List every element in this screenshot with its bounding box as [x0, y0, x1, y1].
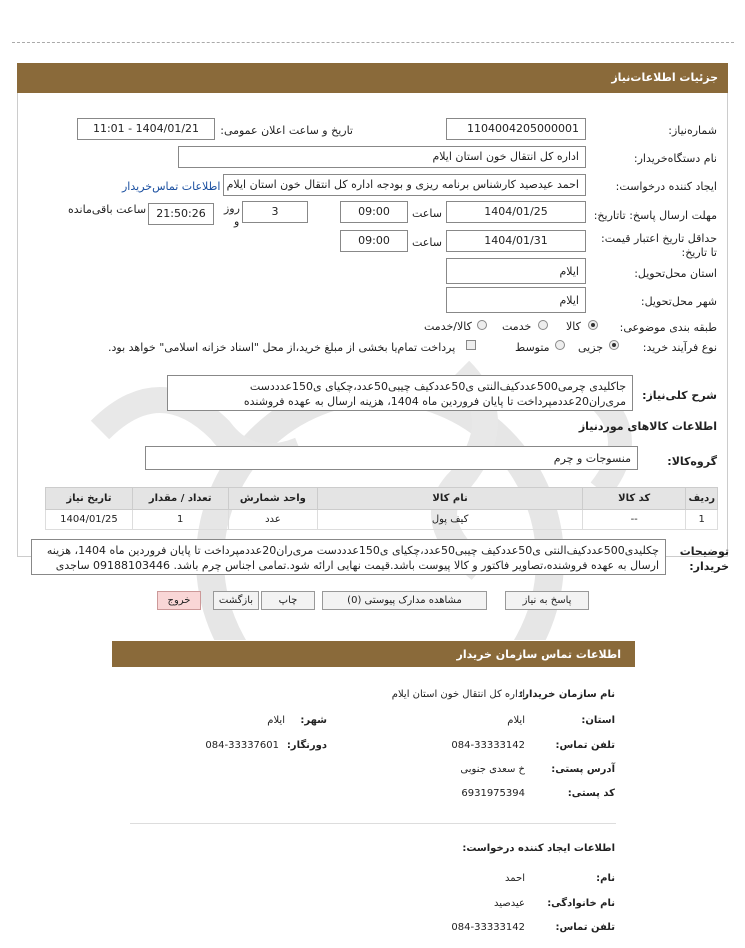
table-row[interactable]	[46, 510, 718, 530]
contact-province-value: ایلام	[507, 715, 525, 726]
buyer-org-field[interactable]: اداره کل انتقال خون استان ایلام	[178, 146, 586, 168]
exit-button[interactable]: خروج	[157, 591, 201, 610]
contact-postal-label: کد پستی:	[567, 788, 615, 799]
validity-time-label: ساعت	[412, 236, 442, 249]
creator-field[interactable]: احمد عیدصید کارشناس برنامه ریزی و بودجه اداره کل انتقال خون استان ایلام	[223, 174, 586, 196]
contact-city-label: شهر:	[300, 715, 327, 726]
process-label: نوع فرآیند خرید:	[642, 341, 717, 354]
contact-org-label: نام سازمان خریدار:	[519, 689, 615, 700]
requester-phone-label: تلفن تماس:	[555, 922, 615, 933]
cell-date: 1404/01/25	[46, 510, 133, 530]
contact-phone-label: تلفن تماس:	[555, 740, 615, 751]
col-header-code: کد کالا	[582, 488, 686, 510]
need-number-field[interactable]: 1104004205000001	[446, 118, 586, 140]
cell-qty: 1	[132, 510, 228, 530]
validity-date-field[interactable]: 1404/01/31	[446, 230, 586, 252]
deadline-time-label: ساعت	[412, 207, 442, 220]
contact-org-value: اداره کل انتقال خون استان ایلام	[391, 689, 525, 700]
contact-province-label: استان:	[581, 715, 615, 726]
summary-textarea[interactable]: جاکلیدی چرمی500عددکیف‌النتی ی50عددکیف چیبی50عدد،چکیای ی150عدددست مری‌ران20عددمپرداخت تا پایان فروردین ماه 1404، هزینه ارسال به عهده فروشنده	[167, 375, 633, 411]
requester-name-label: نام:	[596, 873, 615, 884]
buyer-org-label: نام دستگاه‌خریدار:	[633, 152, 717, 165]
province-field[interactable]: ایلام	[446, 258, 586, 284]
days-label: روز	[224, 202, 240, 215]
radio-medium[interactable]	[555, 340, 565, 350]
attachments-button[interactable]: مشاهده مدارک پیوستی (0)	[322, 591, 487, 610]
requester-phone-value: 084-33333142	[451, 922, 525, 933]
radio-minor-label: جزیی	[578, 341, 604, 354]
contact-city-value: ایلام	[267, 715, 285, 726]
contact-fax-value: 084-33337601	[205, 740, 279, 751]
requester-name-value: احمد	[505, 873, 525, 884]
city-label: شهر محل‌تحویل:	[640, 295, 717, 308]
announce-field[interactable]: 1404/01/21 - 11:01	[77, 118, 215, 140]
radio-goods[interactable]	[588, 320, 598, 330]
radio-service-label: خدمت	[502, 320, 532, 333]
validity-label: حداقل تاریخ اعتبار قیمت: تا تاریخ:	[601, 232, 717, 259]
goods-table	[45, 487, 718, 530]
group-label: گروه‌کالا:	[667, 455, 717, 468]
announce-label: تاریخ و ساعت اعلان عمومی:	[220, 124, 353, 137]
col-header-row: ردیف	[686, 488, 718, 510]
contact-address-label: آدرس پستی:	[551, 764, 615, 775]
requester-family-label: نام خانوادگی:	[547, 898, 615, 909]
radio-goods-label: کالا	[566, 320, 581, 333]
cell-unit: عدد	[228, 510, 318, 530]
buyer-notes-textarea[interactable]: چکلیدی500عددکیف‌النتی ی50عددکیف چیبی50عدد،چکیای ی150عدددست مری‌ران20عددمپرداخت تا پایان فروردین ماه 1404، هزینه ارسال به عهده فروشنده،تصاویر فاکتور و کالا پیوست باشد.قیمت نهایی ارائه شود.تمامی اجناس چرم باشد. 09188103446 ساجدی	[31, 539, 666, 575]
contact-phone-value: 084-33333142	[451, 740, 525, 751]
col-header-name: نام کالا	[318, 488, 583, 510]
treasury-checkbox[interactable]	[466, 340, 476, 350]
col-header-unit: واحد شمارش	[228, 488, 318, 510]
panel-header: جزئیات اطلاعات‌نیاز	[17, 63, 728, 93]
radio-service[interactable]	[538, 320, 548, 330]
province-label: استان محل‌تحویل:	[634, 267, 717, 280]
back-button[interactable]: بازگشت	[213, 591, 259, 610]
print-button[interactable]: چاپ	[261, 591, 315, 610]
radio-goods-service[interactable]	[477, 320, 487, 330]
city-field[interactable]: ایلام	[446, 287, 586, 313]
requester-family-value: عیدصید	[494, 898, 525, 909]
payment-note: پرداخت تمام‌یا بخشی از مبلغ خرید،از محل "اسناد خزانه اسلامی" خواهد بود.	[108, 341, 456, 354]
section-divider	[130, 823, 616, 824]
validity-time-field[interactable]: 09:00	[340, 230, 408, 252]
deadline-label: مهلت ارسال پاسخ: تاتاریخ:	[593, 209, 717, 222]
remaining-time-field[interactable]: 21:50:26	[148, 203, 214, 225]
contact-fax-label: دورنگار:	[286, 740, 327, 751]
and-label: و	[234, 215, 240, 228]
cell-name: کیف پول	[318, 510, 583, 530]
deadline-time-field[interactable]: 09:00	[340, 201, 408, 223]
top-divider	[12, 42, 734, 43]
contact-postal-value: 6931975394	[461, 788, 525, 799]
group-field[interactable]: منسوجات و چرم	[145, 446, 638, 470]
buyer-notes-label: توضیحات خریدار:	[679, 545, 729, 573]
col-header-date: تاریخ نیاز	[46, 488, 133, 510]
radio-goods-service-label: کالا/خدمت	[424, 320, 472, 333]
contact-address-value: خ سعدی جنوبی	[460, 764, 525, 775]
reply-button[interactable]: پاسخ به نیاز	[505, 591, 589, 610]
summary-label: شرح کلی‌نیاز:	[642, 389, 717, 402]
cell-row: 1	[686, 510, 718, 530]
remaining-label: ساعت باقی‌مانده	[68, 203, 147, 216]
goods-section-title: اطلاعات کالاهای موردنیاز	[578, 420, 717, 433]
days-field[interactable]: 3	[242, 201, 308, 223]
requester-title: اطلاعات ایجاد کننده درخواست:	[462, 843, 615, 854]
need-number-label: شماره‌نیاز:	[668, 124, 717, 137]
category-label: طبقه بندی موضوعی:	[619, 321, 717, 334]
creator-label: ایجاد کننده درخواست:	[615, 180, 717, 193]
cell-code: --	[582, 510, 686, 530]
contact-header: اطلاعات تماس سازمان خریدار	[112, 641, 635, 667]
table-header-row	[46, 488, 718, 510]
buyer-contact-link[interactable]: اطلاعات تماس‌خریدار	[122, 180, 221, 193]
radio-medium-label: متوسط	[515, 341, 550, 354]
deadline-date-field[interactable]: 1404/01/25	[446, 201, 586, 223]
radio-minor[interactable]	[609, 340, 619, 350]
col-header-qty: تعداد / مقدار	[132, 488, 228, 510]
